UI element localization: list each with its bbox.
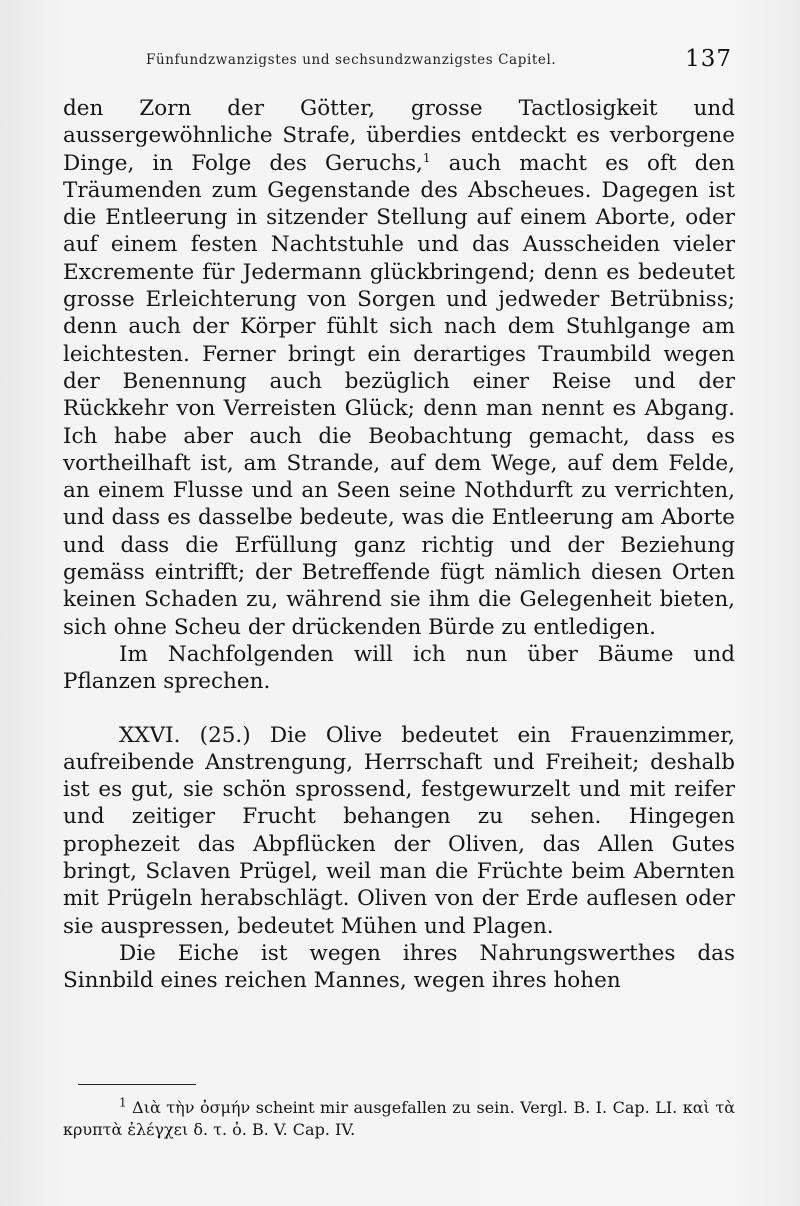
paragraph-2: Im Nachfolgenden will ich nun über Bäume und Pflanzen sprechen. (63, 641, 735, 695)
footnote-marker: 1 (119, 1095, 127, 1110)
main-text (63, 95, 735, 995)
page-header (60, 46, 740, 80)
footnote-reference: 1 (422, 150, 431, 165)
footnote (63, 1097, 735, 1141)
paragraph-3: XXVI. (25.) Die Olive bedeutet ein Frauenzimmer, aufreibende Anstrengung, Herrschaft und Freiheit; deshalb ist es gut, sie schön sprossend, festgewurzelt und mit reifer und zeitiger Frucht behangen zu sehen. Hingegen prophezeit das Abpflücken der Oliven, das Allen Gutes bringt, Sclaven Prügel, weil man die Früchte beim Abernten mit Prügeln herabschlägt. Oliven von der Erde auflesen oder sie auspressen, bedeutet Mühen und Plagen. (63, 722, 735, 939)
paragraph-1 (63, 95, 735, 641)
running-head: Fünfundzwanzigstes und sechsundzwanzigstes Capitel. (146, 52, 557, 68)
footnote-text: Διὰ τὴν ὀσμήν scheint mir ausgefallen zu sein. Vergl. B. I. Cap. LI. καὶ τὰ κρυπτὰ ἐλέγχει δ. τ. ὀ. B. V. Cap. IV. (63, 1098, 735, 1139)
footnote-divider (78, 1084, 196, 1085)
footnote-paragraph (63, 1097, 735, 1141)
paragraph-1-text-a: den Zorn der Götter, grosse Tactlosigkeit und aussergewöhnliche Strafe, überdies entdeckt es verborgene Dinge, in Folge des Geruchs, (63, 96, 735, 176)
paragraph-4: Die Eiche ist wegen ihres Nahrungswerthes das Sinnbild eines reichen Mannes, wegen ihres hohen (63, 940, 735, 994)
paragraph-1-text-b: auch macht es oft den Träumenden zum Gegenstande des Abscheues. Dagegen ist die Entleerung in sitzender Stellung auf einem Aborte, oder auf einem festen Nachtstuhle und das Ausscheiden vieler Excremente für Jedermann glückbringend; denn es bedeutet grosse Erleichterung von Sorgen und jedweder Betrübniss; denn auch der Körper fühlt sich nach dem Stuhlgange am leichtesten. Ferner bringt ein derartiges Traumbild wegen der Benennung auch bezüglich einer Reise und der Rückkehr von Verreisten Glück; denn man nennt es Abgang. Ich habe aber auch die Beobachtung gemacht, dass es vortheilhaft ist, am Strande, auf dem Wege, auf dem Felde, an einem Flusse und an Seen seine Nothdurft zu verrichten, und dass es dasselbe bedeute, was die Entleerung am Aborte und dass die Erfüllung ganz richtig und der Beziehung gemäss eintrifft; der Betreffende fügt nämlich diesen Orten keinen Schaden zu, während sie ihm die Gelegenheit bieten, sich ohne Scheu der drückenden Bürde zu entledigen. (63, 150, 735, 640)
page-number: 137 (685, 46, 732, 72)
